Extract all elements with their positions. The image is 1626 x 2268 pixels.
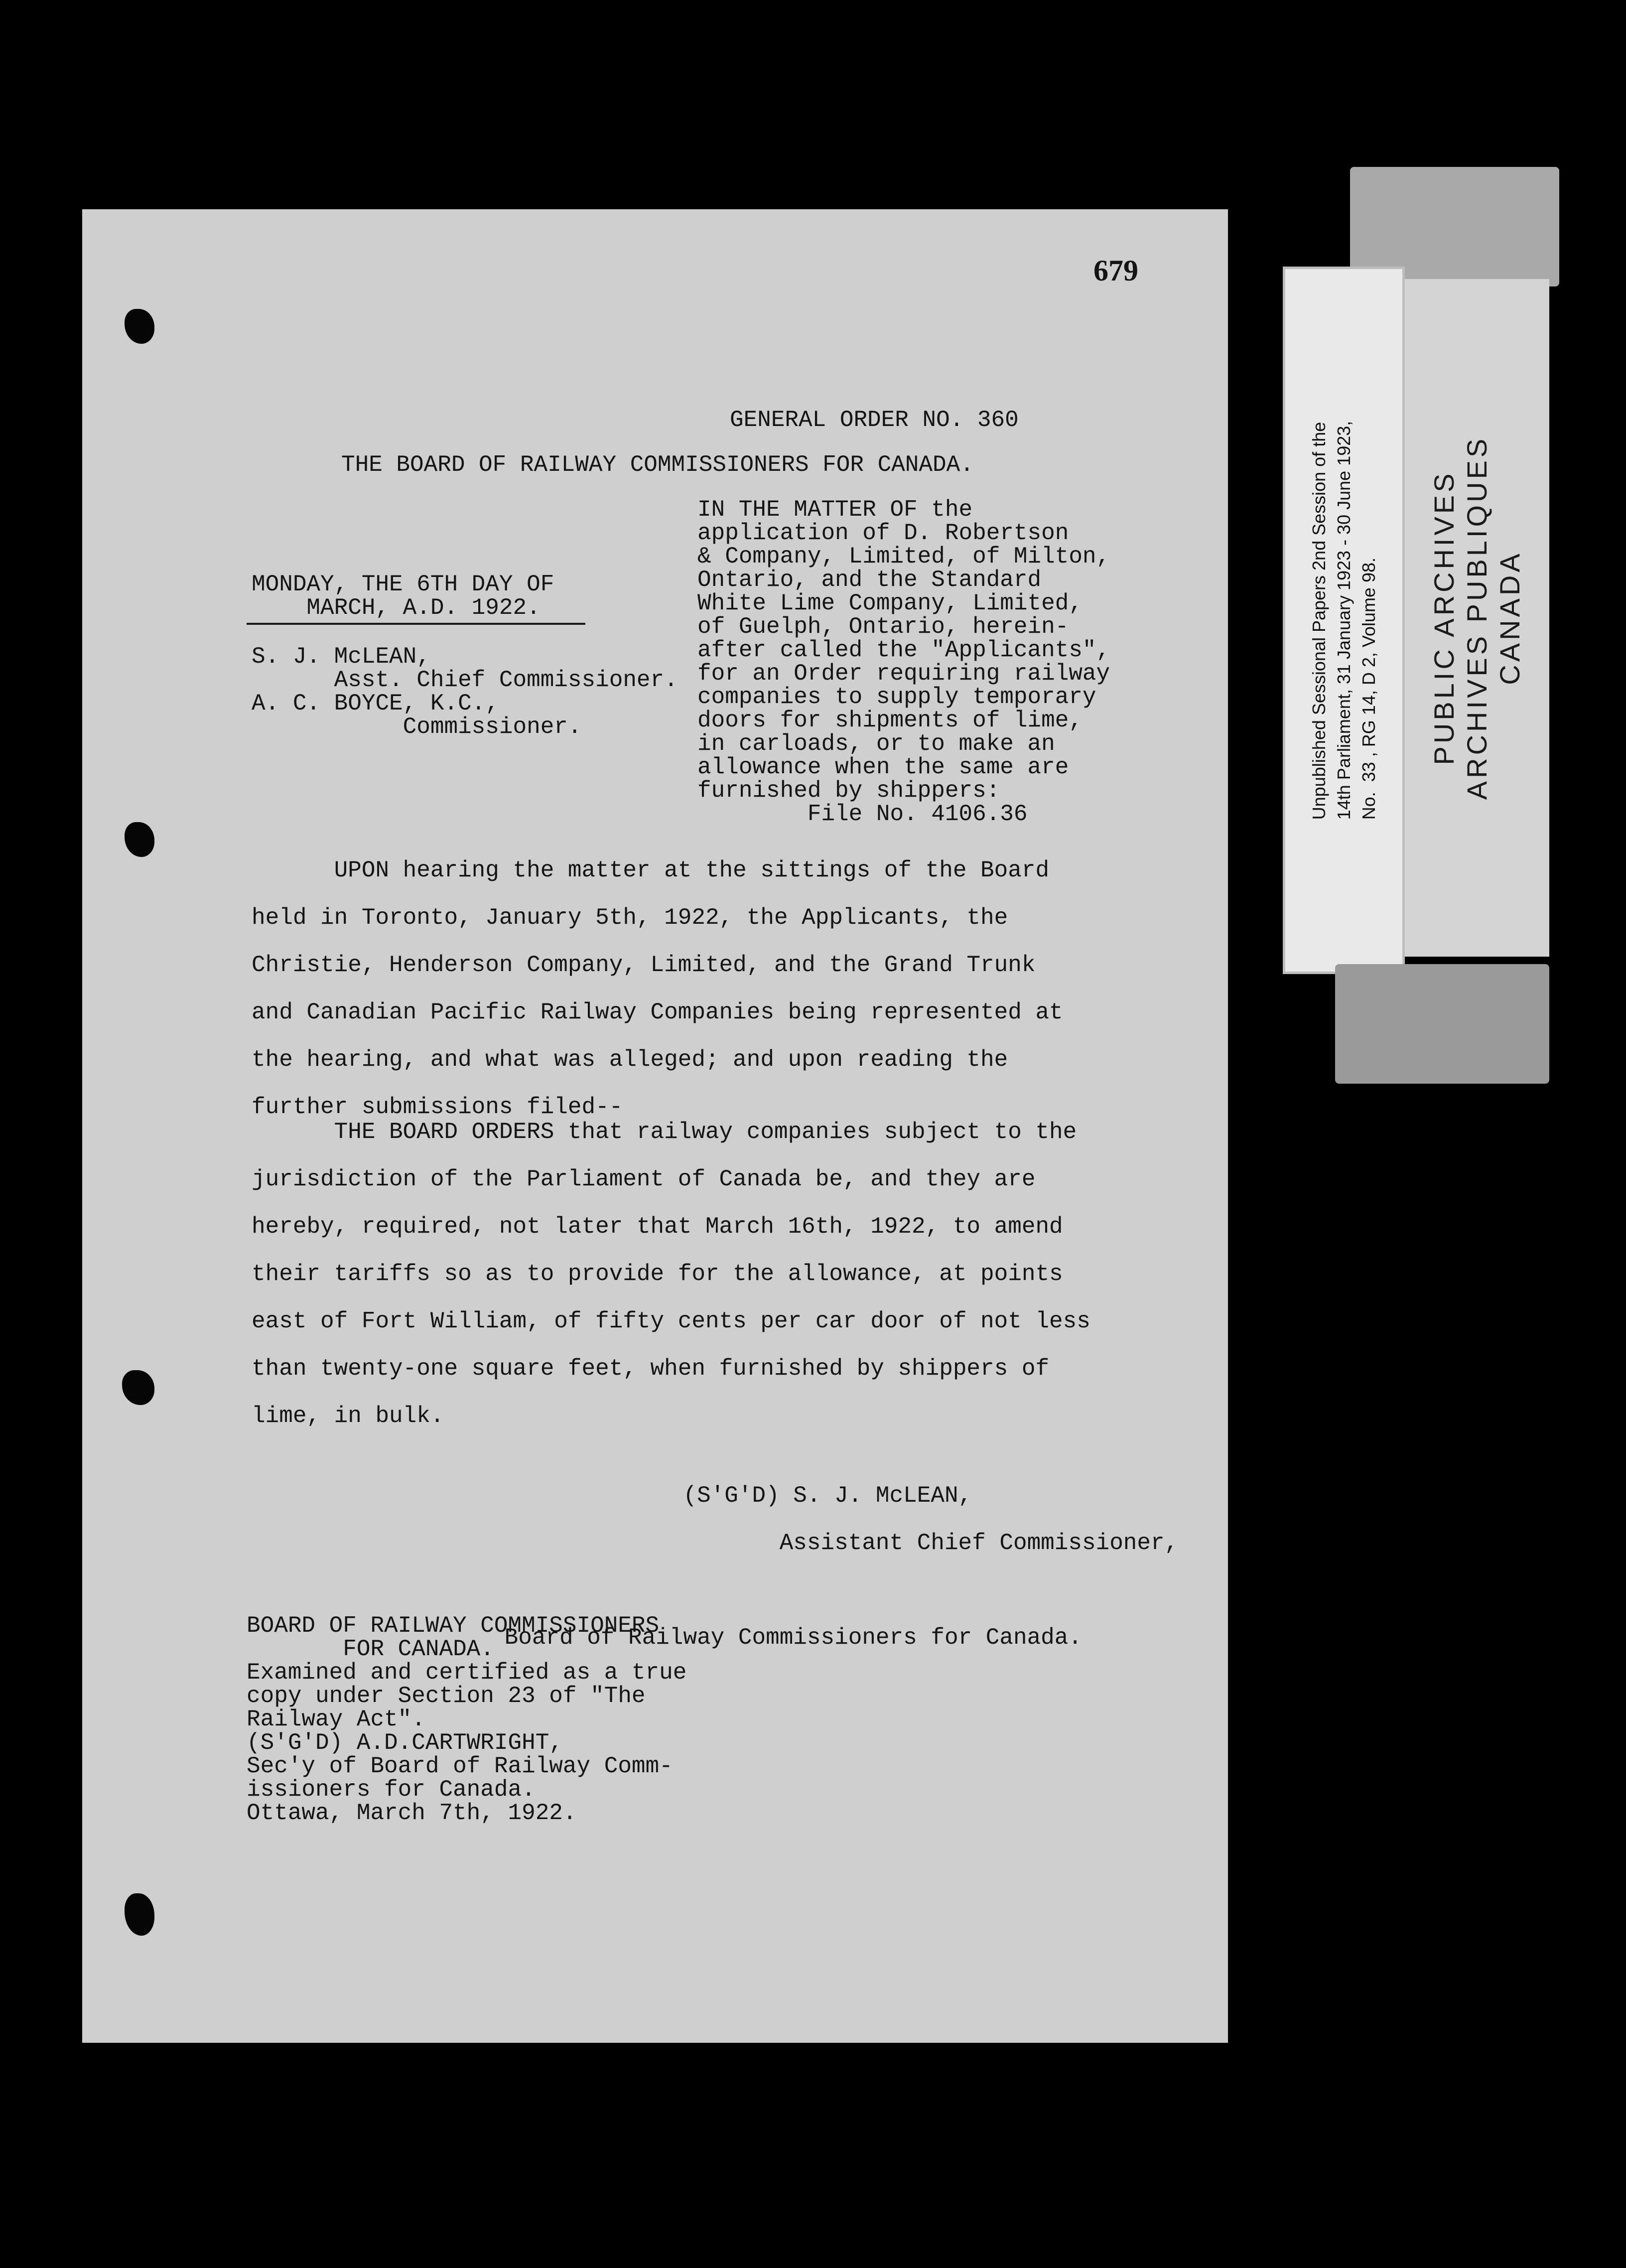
archive-stamp-text: PUBLIC ARCHIVES ARCHIVES PUBLIQUES CANADA [1428,435,1525,800]
date-underline [247,623,585,625]
board-title: THE BOARD OF RAILWAY COMMISSIONERS FOR CANADA. [341,452,974,478]
punch-hole-mark [125,822,154,857]
punch-hole-mark [122,1370,154,1405]
certification-block: BOARD OF RAILWAY COMMISSIONERS FOR CANADA. Examined and certified as a true copy under Section 23 of "The Railway Act". (S'G'D) A.D.CARTWRIGHT, Sec'y of Board of Railway Comm- issioners for Canada. Ottawa, March 7th, 1922. [247,1613,687,1826]
document-page [82,209,1228,2043]
archive-stamp-strip [1405,279,1549,957]
commissioners-present: S. J. McLEAN, Asst. Chief Commissioner. A. C. BOYCE, K.C., Commissioner. [252,644,678,740]
recital-paragraph: UPON hearing the matter at the sittings of the Board held in Toronto, January 5th, 1922, the Applicants, the Christie, Henderson Company, Limited, and the Grand Trunk and Canadian Pacific Railway Companies being represented at the hearing, and what was alleged; and upon reading the further submissions filed-- [252,857,1063,1120]
matter-description: IN THE MATTER OF the application of D. Robertson & Company, Limited, of Milton, Ontario, and the Standard White Lime Company, Limited, of Guelph, Ontario, herein- after called the "Applicants", for an Order requiring railway companies to supply temporary doors for shipments of lime, in carloads, or to make an allowance when the same are furnished by shippers: File No. 4106.36 [697,497,1110,827]
order-paragraph: THE BOARD ORDERS that railway companies subject to the jurisdiction of the Parliament of Canada be, and they are hereby, required, not later that March 16th, 1922, to amend their tariffs so as to provide for the allowance, at points east of Fort William, of fifty cents per car door of not less than twenty-one square feet, when furnished by shippers of lime, in bulk. [252,1119,1090,1429]
punch-hole-mark [125,1893,154,1936]
page-number: 679 [1093,254,1138,287]
signature-block: (S'G'D) S. J. McLEAN, Assistant Chief Commissioner, Board of Railway Commissioners for Canada. [504,1483,1179,1651]
order-title: GENERAL ORDER NO. 360 [730,407,1019,433]
punch-hole-mark [125,309,154,344]
archive-reference-tab [1283,267,1405,974]
archive-reference-text: Unpublished Sessional Papers 2nd Session of the 14th Parliament, 31 January 1923 - 30 June 1923, No. 33 , RG 14, D 2, Volume 98. [1308,421,1379,820]
sitting-date: MONDAY, THE 6TH DAY OF MARCH, A.D. 1922. [252,571,554,621]
tab-clip-bottom [1335,964,1549,1084]
